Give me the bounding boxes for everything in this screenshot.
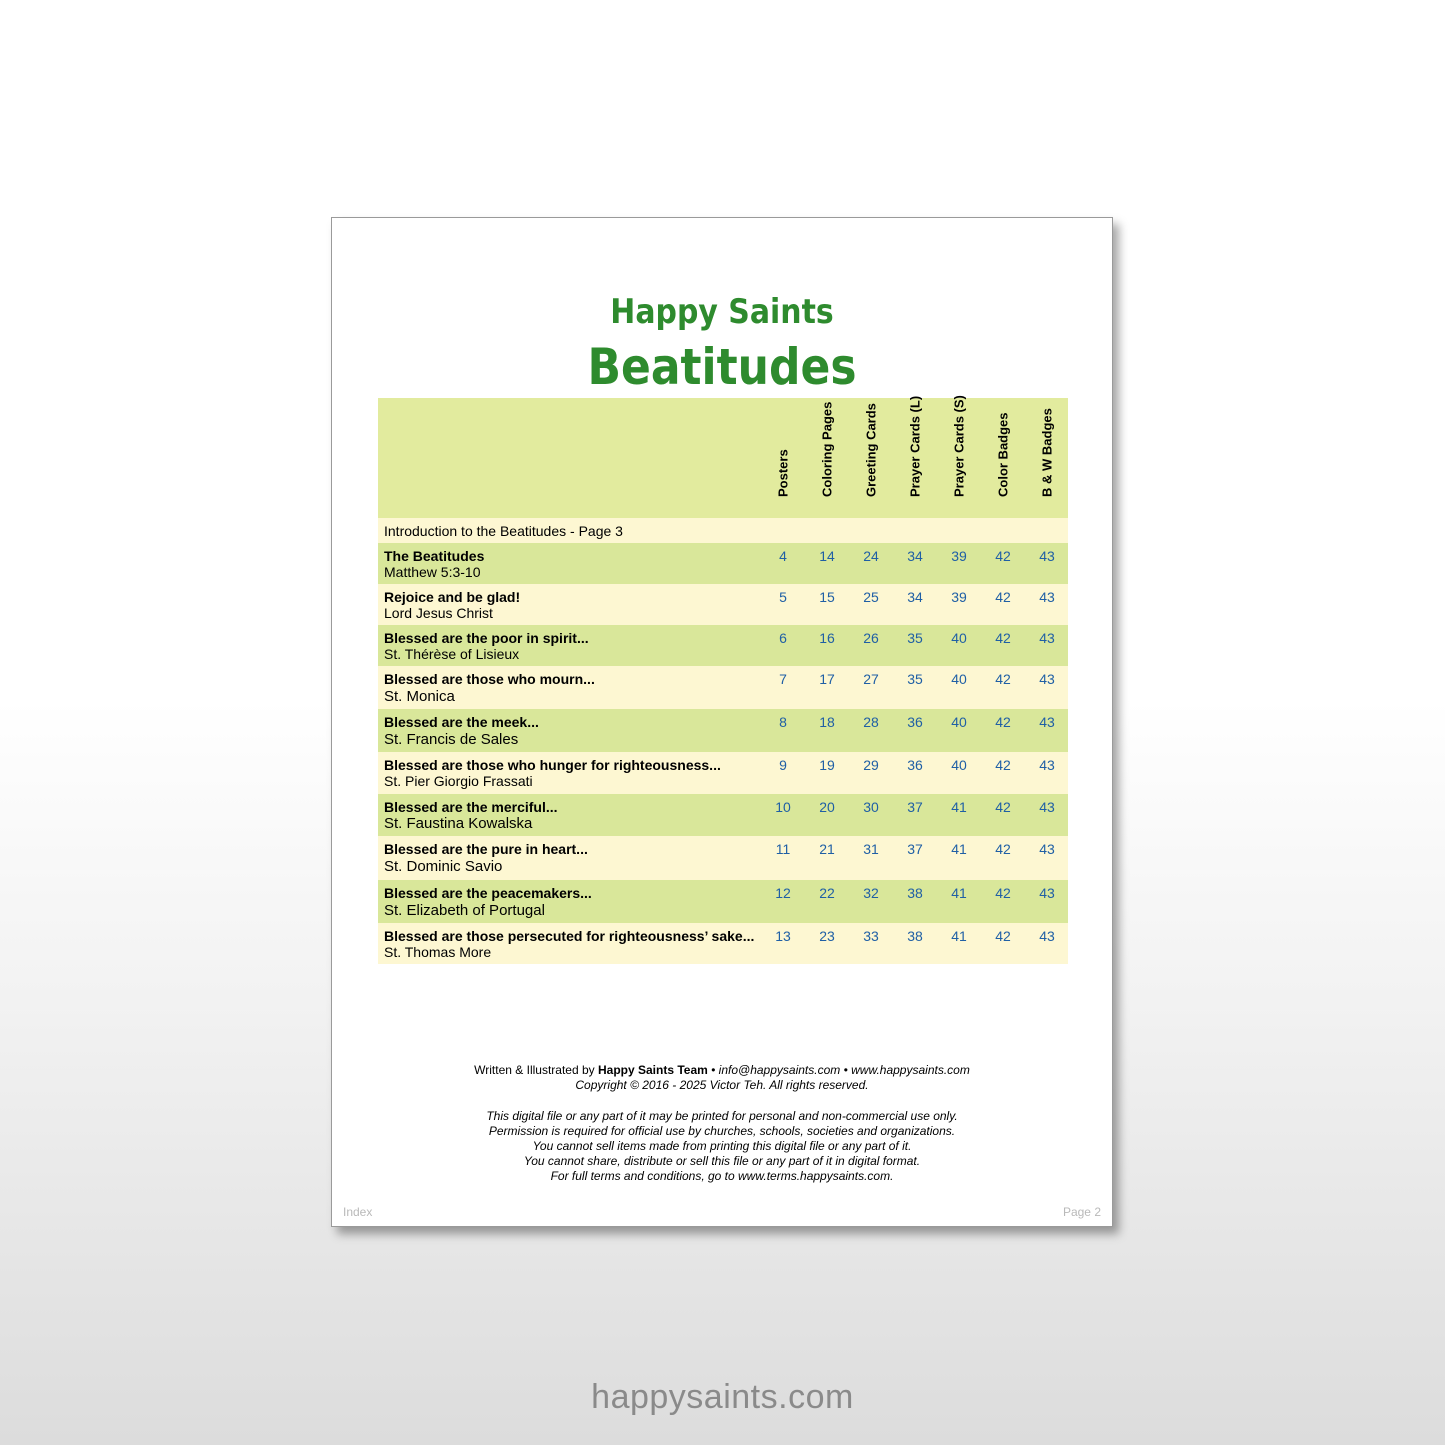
row-subtitle: St. Faustina Kowalska (384, 815, 533, 832)
page-number-cell[interactable]: 42 (995, 548, 1011, 564)
page-number-cell[interactable]: 20 (819, 799, 835, 815)
row-subtitle: St. Elizabeth of Portugal (384, 902, 545, 919)
terms-line: For full terms and conditions, go to www.terms.happysaints.com. (550, 1169, 894, 1183)
page-number-cell[interactable]: 41 (951, 885, 967, 901)
page-number-cell[interactable]: 34 (907, 589, 923, 605)
row-title: The Beatitudes (384, 548, 485, 564)
col-header-posters: Posters (775, 449, 791, 497)
brand-watermark: happysaints.com (591, 1378, 854, 1416)
table-row (378, 794, 1068, 836)
table-header (378, 395, 1068, 518)
page-number-cell[interactable]: 14 (819, 548, 835, 564)
col-header-prayer-cards-l: Prayer Cards (L) (907, 395, 923, 497)
page-number-cell[interactable]: 30 (863, 799, 879, 815)
page-number-cell[interactable]: 42 (995, 630, 1011, 646)
row-subtitle: St. Monica (384, 688, 455, 705)
col-header-color-badges: Color Badges (995, 412, 1011, 497)
row-subtitle: St. Thérèse of Lisieux (384, 646, 520, 662)
page-number-cell[interactable]: 43 (1039, 885, 1055, 901)
page-number-cell[interactable]: 25 (863, 589, 879, 605)
page-number-cell[interactable]: 22 (819, 885, 835, 901)
page-number-cell[interactable]: 43 (1039, 799, 1055, 815)
page-number-cell[interactable]: 43 (1039, 548, 1055, 564)
page-number-cell[interactable]: 18 (819, 714, 835, 730)
row-subtitle: St. Pier Giorgio Frassati (384, 773, 533, 789)
footer-credits (332, 1063, 1112, 1078)
row-title: Blessed are the meek... (384, 714, 539, 730)
table-row (378, 880, 1068, 923)
col-header-greeting-cards: Greeting Cards (863, 403, 879, 497)
page-number-cell[interactable]: 29 (863, 757, 879, 773)
page-number-cell[interactable]: 10 (775, 799, 791, 815)
footer-contact: • info@happysaints.com • www.happysaints.com (707, 1063, 970, 1077)
page-number-cell[interactable]: 42 (995, 799, 1011, 815)
page-number-cell[interactable]: 38 (907, 928, 923, 944)
table-row (378, 666, 1068, 709)
table-row (378, 543, 1068, 584)
page-number-cell[interactable]: 40 (951, 630, 967, 646)
page-number-cell[interactable]: 13 (775, 928, 791, 944)
table-row (378, 709, 1068, 752)
title-happy-saints: Happy Saints (610, 292, 834, 332)
row-title: Blessed are those persecuted for righteousness’ sake... (384, 928, 755, 944)
page-number-cell[interactable]: 33 (863, 928, 879, 944)
page-number-cell[interactable]: 43 (1039, 589, 1055, 605)
row-title: Blessed are the pure in heart... (384, 841, 588, 857)
page-number-cell[interactable]: 28 (863, 714, 879, 730)
page-number-cell[interactable]: 36 (907, 714, 923, 730)
row-title: Blessed are the poor in spirit... (384, 630, 589, 646)
table-row (378, 752, 1068, 794)
row-subtitle: St. Francis de Sales (384, 731, 519, 748)
page-number-cell[interactable]: 43 (1039, 757, 1055, 773)
page-number-cell[interactable]: 43 (1039, 671, 1055, 687)
corner-index-label: Index (343, 1205, 373, 1219)
terms-line: You cannot share, distribute or sell this file or any part of it in digital format. (523, 1154, 921, 1168)
page-number-cell[interactable]: 42 (995, 714, 1011, 730)
terms-line: Permission is required for official use by churches, schools, societies and organizations. (488, 1124, 956, 1138)
page-number-cell[interactable]: 42 (995, 671, 1011, 687)
page-number-cell[interactable]: 37 (907, 799, 923, 815)
page-number-cell[interactable]: 39 (951, 589, 967, 605)
col-header-coloring-pages: Coloring Pages (819, 401, 835, 497)
page-number: Page 2 (1062, 1205, 1101, 1219)
terms-line: You cannot sell items made from printing this digital file or any part of it. (532, 1139, 912, 1153)
document-page (331, 217, 1113, 1227)
page-number-cell[interactable]: 26 (863, 630, 879, 646)
row-subtitle: St. Thomas More (384, 944, 492, 960)
page-number-cell[interactable]: 27 (863, 671, 879, 687)
row-title: Rejoice and be glad! (384, 589, 521, 605)
page-number-cell[interactable]: 17 (819, 671, 835, 687)
page-number-cell[interactable]: 24 (863, 548, 879, 564)
page-number-cell[interactable]: 12 (775, 885, 791, 901)
page-number-cell[interactable]: 43 (1039, 714, 1055, 730)
intro-text: Introduction to the Beatitudes - Page 3 (384, 523, 623, 539)
footer-team: Happy Saints Team (597, 1063, 708, 1077)
footer-terms (332, 1109, 1112, 1184)
row-title: Blessed are the merciful... (384, 799, 558, 815)
page-number-cell[interactable]: 43 (1039, 630, 1055, 646)
page-number-cell[interactable]: 15 (819, 589, 835, 605)
row-title: Blessed are the peacemakers... (384, 885, 592, 901)
page-number-cell[interactable]: 16 (819, 630, 835, 646)
col-header-prayer-cards-s: Prayer Cards (S) (951, 395, 967, 497)
intro-row (378, 518, 1068, 543)
page-number-cell[interactable]: 42 (995, 928, 1011, 944)
table-row (378, 584, 1068, 625)
row-subtitle: St. Dominic Savio (384, 858, 503, 875)
table-row (378, 923, 1068, 964)
page-number-cell[interactable]: 23 (819, 928, 835, 944)
page-number-cell[interactable]: 41 (951, 799, 967, 815)
row-subtitle: Lord Jesus Christ (384, 605, 493, 621)
title-beatitudes: Beatitudes (587, 338, 857, 396)
page-number-cell[interactable]: 31 (863, 841, 879, 857)
page-number-cell[interactable]: 39 (951, 548, 967, 564)
page-number-cell[interactable]: 40 (951, 671, 967, 687)
page-number-cell[interactable]: 41 (951, 841, 967, 857)
footer-written-by: Written & Illustrated by (474, 1063, 598, 1077)
page-number-cell[interactable]: 8 (779, 714, 787, 730)
page-number-cell[interactable]: 35 (907, 630, 923, 646)
row-title: Blessed are those who hunger for righteousness... (384, 757, 721, 773)
page-number-cell[interactable]: 35 (907, 671, 923, 687)
page-number-cell[interactable]: 38 (907, 885, 923, 901)
page-number-cell[interactable]: 36 (907, 757, 923, 773)
page-number-cell[interactable]: 7 (779, 671, 787, 687)
terms-line: This digital file or any part of it may be printed for personal and non-commercial use only. (486, 1109, 958, 1123)
page-number-cell[interactable]: 21 (819, 841, 835, 857)
col-header-bw-badges: B & W Badges (1039, 408, 1055, 497)
index-table (378, 395, 1068, 964)
table-row (378, 625, 1068, 666)
table-body (378, 543, 1068, 964)
page-number-cell[interactable]: 42 (995, 757, 1011, 773)
table-row (378, 836, 1068, 880)
row-subtitle: Matthew 5:3-10 (384, 564, 481, 580)
footer-copyright: Copyright © 2016 - 2025 Victor Teh. All rights reserved. (575, 1078, 869, 1092)
page-number-cell[interactable]: 40 (951, 714, 967, 730)
page-number-cell[interactable]: 40 (951, 757, 967, 773)
page-number-cell[interactable]: 5 (779, 589, 787, 605)
page-number-cell[interactable]: 6 (779, 630, 787, 646)
page-number-cell[interactable]: 11 (775, 841, 791, 857)
page-number-cell[interactable]: 37 (907, 841, 923, 857)
page-number-cell[interactable]: 43 (1039, 841, 1055, 857)
page-number-cell[interactable]: 42 (995, 841, 1011, 857)
page-number-cell[interactable]: 42 (995, 589, 1011, 605)
page-number-cell[interactable]: 9 (779, 757, 787, 773)
page-number-cell[interactable]: 32 (863, 885, 879, 901)
page-number-cell[interactable]: 43 (1039, 928, 1055, 944)
page-number-cell[interactable]: 4 (779, 548, 787, 564)
page-number-cell[interactable]: 41 (951, 928, 967, 944)
page-number-cell[interactable]: 42 (995, 885, 1011, 901)
page-number-cell[interactable]: 34 (907, 548, 923, 564)
page-number-cell[interactable]: 19 (819, 757, 835, 773)
row-title: Blessed are those who mourn... (384, 671, 595, 687)
